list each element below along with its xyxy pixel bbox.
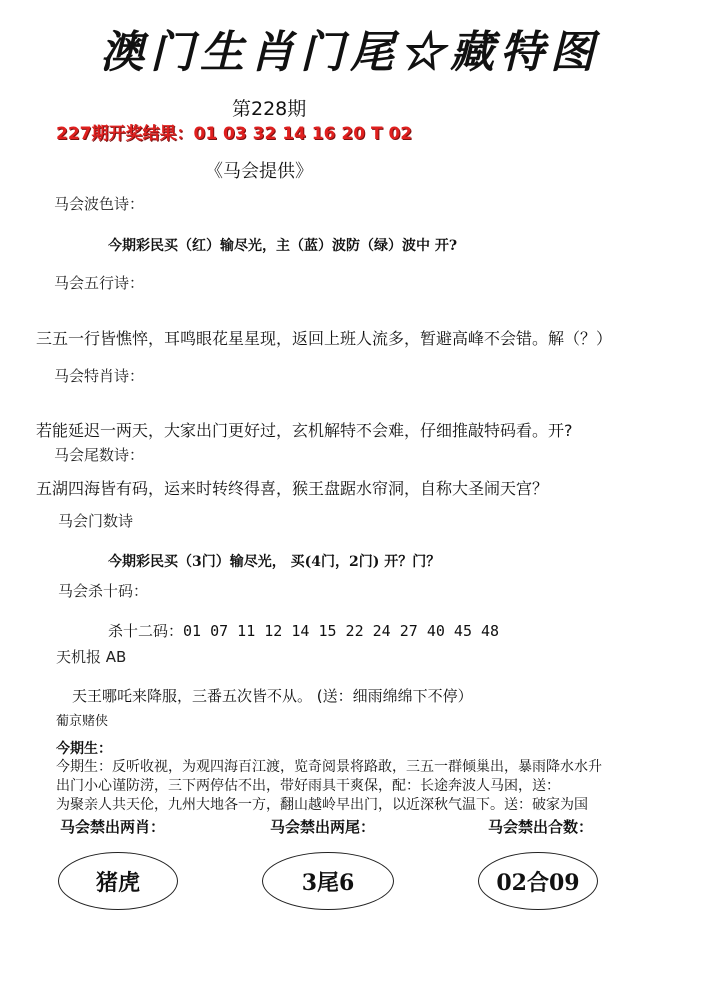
tianji-label: 天机报 AB	[56, 648, 127, 666]
page-title: 澳门生肖门尾☆藏特图	[100, 27, 600, 78]
provider-label: 《马会提供》	[205, 161, 313, 182]
menshu-poem-line: 今期彩民买（3门）输尽光， 买(4门，2门) 开？门？	[108, 554, 441, 570]
forbidden-tail-label: 马会禁出两尾：	[270, 818, 376, 836]
forbidden-tail-value	[262, 852, 394, 910]
wave-poem-label: 马会波色诗：	[54, 195, 145, 213]
kill-ten-label: 马会杀十码：	[58, 582, 149, 600]
tianji-line: 天王哪吒来降服，三番五次皆不从。 (送：细雨绵绵下不停）	[72, 687, 473, 705]
texiao-poem-text: 若能延迟一两天，大家出门更好过，玄机解特不会难，仔细推敲特码看。开?	[36, 421, 573, 440]
kill-twelve-line: 杀十二码：01 07 11 12 14 15 22 24 27 40 45 48	[108, 622, 500, 640]
jinqi-line-2: 出门小心谨防涝，三下两停估不出，带好雨具干爽保，配：长途奔波人马困，送：	[56, 778, 560, 794]
texiao-poem-label: 马会特肖诗：	[54, 367, 145, 385]
wuxing-poem-text: 三五一行皆憔悴，耳鸣眼花星星现，返回上班人流多，暂避高峰不会错。解（？）	[36, 329, 613, 348]
weishu-poem-label: 马会尾数诗：	[54, 446, 145, 464]
weishu-poem-text: 五湖四海皆有码，运来时转终得喜，猴王盘踞水帘洞，自称大圣闹天宫？	[36, 479, 549, 498]
jinqi-line-1: 今期生：反听收视，为观四海百江渡，览奇阅景将路敢，三五一群倾巢出，暴雨降水水升	[56, 759, 602, 775]
forbidden-sum-text: 02合09	[496, 869, 580, 896]
forbidden-tail-text: 3尾6	[301, 869, 355, 896]
wuxing-poem-label: 马会五行诗：	[54, 274, 145, 292]
jinqi-line-3: 为聚亲人共天伦，九州大地各一方，翻山越岭早出门，以近深秋气温下。送：破家为国	[56, 797, 588, 813]
forbidden-zodiac-text: 猪虎	[95, 869, 140, 896]
forbidden-zodiac-label: 马会禁出两肖：	[60, 818, 166, 836]
putao-label: 葡京赌侠	[56, 714, 109, 729]
issue-number: 第228期	[232, 98, 307, 120]
menshu-poem-label: 马会门数诗	[58, 512, 134, 530]
forbidden-zodiac-value	[58, 852, 178, 910]
jinqi-label: 今期生：	[56, 741, 112, 757]
forbidden-sum-value	[478, 852, 598, 910]
draw-result: 227期开奖结果：01 03 32 14 16 20 T 02	[56, 124, 413, 144]
forbidden-sum-label: 马会禁出合数：	[488, 818, 594, 836]
wave-poem-line: 今期彩民买（红）输尽光，主（蓝）波防（绿）波中 开?	[108, 238, 458, 254]
